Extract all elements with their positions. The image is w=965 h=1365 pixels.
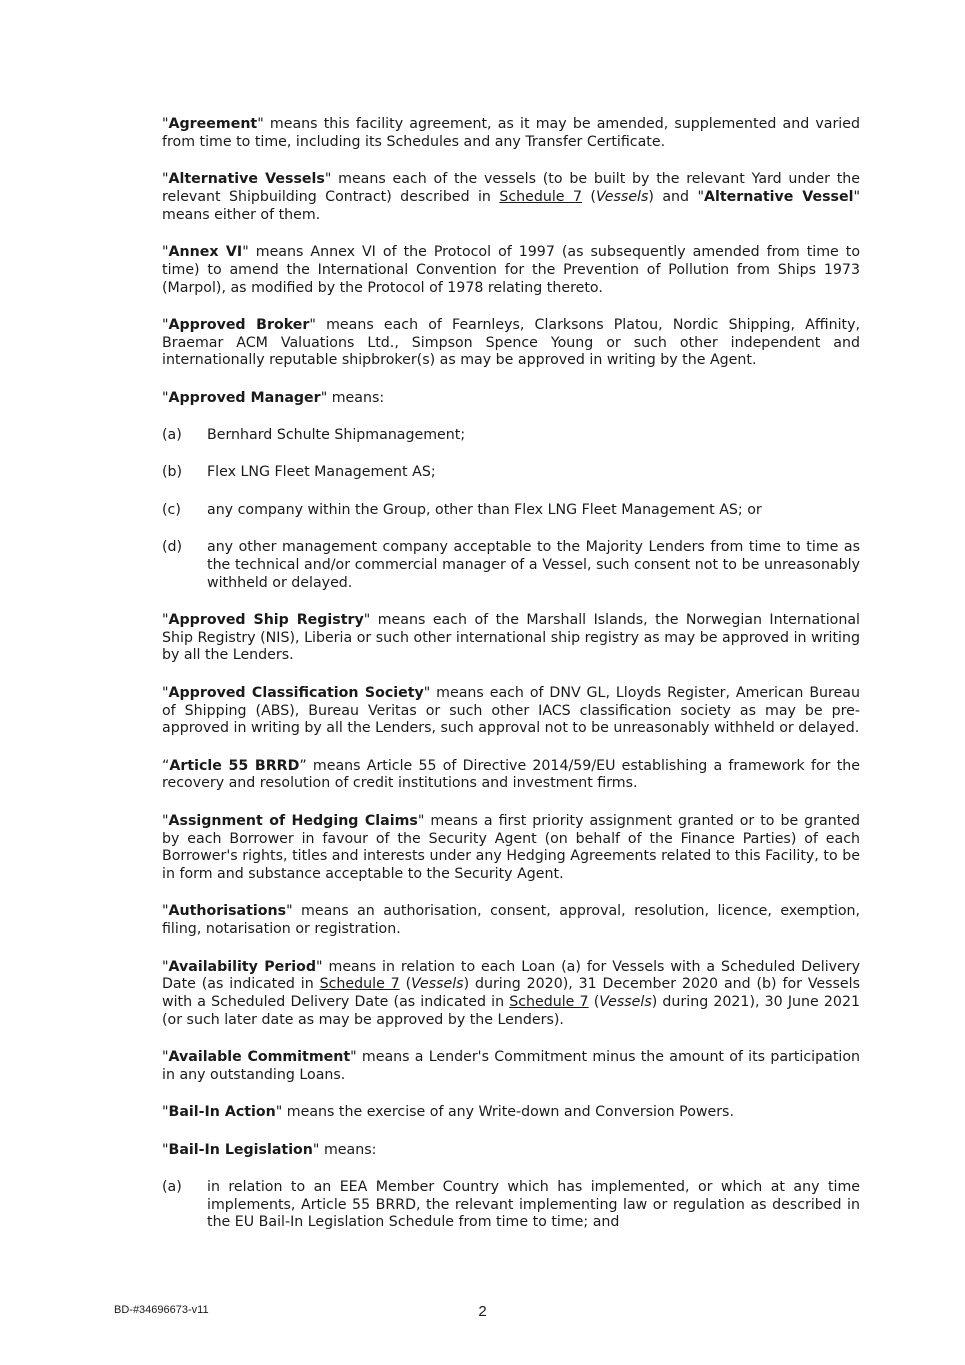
definition-approved-ship-registry: "Approved Ship Registry" means each of the Marshall Islands, the Norwegian International Ship Registry (NIS), Liberia or such other international ship registry as may be approved in writing by all the Lenders. (162, 611, 860, 664)
defined-term: Agreement (168, 116, 258, 132)
definition-alternative-vessels: "Alternative Vessels" means each of the vessels (to be built by the relevant Yard under the relevant Shipbuilding Contract) described in Schedule 7 (Vessels) and "Alternative Vessel" means either of them. (162, 171, 860, 223)
schedule-7-reference: Schedule 7 (319, 976, 400, 993)
definition-annex-vi: "Annex VI" means Annex VI of the Protocol of 1997 (as subsequently amended from time to time) to amend the International Convention for the Prevention of Pollution from Ships 1973 (Marpol), as modified by the Protocol of 1978 relating thereto. (162, 243, 861, 296)
definition-article-55-brrd: “Article 55 BRRD” means Article 55 of Directive 2014/59/EU establishing a framework for the recovery and resolution of credit institutions and investment firms. (162, 757, 860, 792)
list-item: (d) any other management company acceptable to the Majority Lenders from time to time as the technical and/or commercial manager of a Vessel, such consent not to be unreasonably withheld or delayed. (162, 538, 860, 591)
defined-term: Authorisations (168, 903, 287, 920)
definition-agreement: "Agreement" means this facility agreement, as it may be amended, supplemented and varied from time to time, including its Schedules and any Transfer Certificate. (162, 116, 860, 150)
definition-approved-manager: "Approved Manager" means: (162, 389, 385, 406)
definition-authorisations: "Authorisations" means an authorisation, consent, approval, resolution, licence, exemption, filing, notarisation or registration. (162, 903, 860, 938)
defined-term: Alternative Vessel (703, 188, 854, 205)
defined-term: Bail-In Action (168, 1104, 276, 1121)
document-body (162, 116, 860, 1252)
defined-term: Bail-In Legislation (168, 1141, 313, 1158)
page-number: 2 (478, 1303, 487, 1320)
definition-available-commitment: "Available Commitment" means a Lender's Commitment minus the amount of its participation in any outstanding Loans. (162, 1049, 860, 1083)
schedule-7-reference: Schedule 7 (499, 188, 582, 205)
defined-term: Annex VI (168, 243, 243, 260)
list-item: (b) Flex LNG Fleet Management AS; (162, 464, 436, 481)
list-item: (c) any company within the Group, other than Flex LNG Fleet Management AS; or (162, 501, 762, 518)
schedule-7-reference: Schedule 7 (509, 994, 589, 1011)
defined-term: Availability Period (168, 958, 317, 975)
definition-approved-classification-society: "Approved Classification Society" means each of DNV GL, Lloyds Register, American Bureau of Shipping (ABS), Bureau Veritas or such other IACS classification society as may be pre-approved in writing by all the Lenders, such approval not to be unreasonably withheld or delayed. (162, 684, 860, 737)
defined-term: Approved Broker (168, 316, 310, 333)
definition-approved-broker: "Approved Broker" means each of Fearnleys, Clarksons Platou, Nordic Shipping, Affinity, Braemar ACM Valuations Ltd., Simpson Spence Young or such other independent and internationally reputable shipbroker(s) as may be approved in writing by the Agent. (162, 316, 860, 369)
definition-bail-in-legislation: "Bail-In Legislation" means: (162, 1141, 377, 1158)
defined-term: Article 55 BRRD (169, 757, 300, 774)
defined-term: Assignment of Hedging Claims (168, 812, 418, 829)
defined-term: Approved Ship Registry (168, 611, 364, 628)
defined-term: Available Commitment (168, 1049, 351, 1066)
list-item: (a) in relation to an EEA Member Country which has implemented, or which at any time implements, Article 55 BRRD, the relevant implementing law or regulation as described in the EU Bail-In Legislation Schedule from time to time; and (162, 1178, 860, 1231)
defined-term: Approved Manager (168, 389, 321, 406)
list-item: (a) Bernhard Schulte Shipmanagement; (162, 427, 466, 444)
definition-bail-in-action: "Bail-In Action" means the exercise of any Write-down and Conversion Powers. (162, 1104, 734, 1121)
document-reference: BD-#34696673-v11 (114, 1304, 209, 1316)
definition-availability-period: "Availability Period" means in relation to each Loan (a) for Vessels with a Scheduled Delivery Date (as indicated in Schedule 7 (Vessels) during 2020), 31 December 2020 and (b) for Vessels with a Scheduled Delivery Date (as indicated in Schedule 7 (Vessels) during 2021), 30 June 2021 (or such later date as may be approved by the Lenders). (162, 958, 861, 1028)
defined-term: Approved Classification Society (168, 684, 424, 701)
defined-term: Alternative Vessels (168, 171, 325, 188)
definition-assignment-of-hedging-claims: "Assignment of Hedging Claims" means a first priority assignment granted or to be granted by each Borrower in favour of the Security Agent (on behalf of the Finance Parties) of each Borrower's rights, titles and interests under any Hedging Agreements related to this Facility, to be in form and substance acceptable to the Security Agent. (162, 812, 860, 883)
